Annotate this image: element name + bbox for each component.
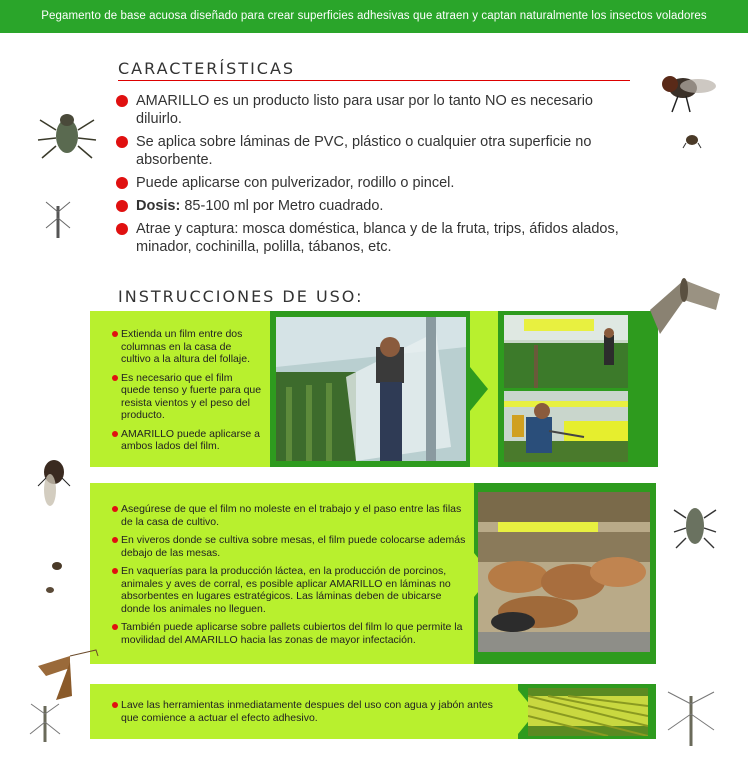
bullet-icon bbox=[112, 375, 118, 381]
instruction-item bbox=[112, 503, 470, 528]
instruction-item bbox=[112, 534, 470, 559]
sprayer-worker-photo bbox=[504, 391, 628, 462]
mosquito-icon bbox=[44, 198, 72, 242]
instruction-item bbox=[112, 699, 512, 724]
bullet-icon bbox=[116, 223, 128, 235]
instruction-text: Lave las herramientas inmediatamente despues del uso con agua y jabón antes que comience a actuar el efecto adhesivo. bbox=[121, 699, 493, 724]
bullet-icon bbox=[112, 624, 118, 630]
feature-item bbox=[116, 220, 636, 256]
feature-text: Se aplica sobre láminas de PVC, plástico o cualquier otra superficie no absorbente. bbox=[136, 134, 592, 168]
bullet-icon bbox=[112, 568, 118, 574]
fly-icon bbox=[648, 66, 718, 116]
feature-item bbox=[116, 133, 636, 169]
feature-text: Puede aplicarse con pulverizador, rodillo o pincel. bbox=[136, 175, 455, 191]
feature-text: Atrae y captura: mosca doméstica, blanca y de la fruta, trips, áfidos alados, minador, cochinilla, polilla, tábanos, etc. bbox=[136, 221, 619, 255]
bullet-icon bbox=[112, 431, 118, 437]
caracteristicas-title: CARACTERÍSTICAS bbox=[118, 59, 296, 78]
caracteristicas-rule bbox=[118, 80, 630, 81]
arrow-icon bbox=[470, 367, 488, 411]
fly-icon bbox=[42, 583, 58, 597]
mosquito-icon bbox=[664, 686, 718, 752]
yellow-trap-plants-photo bbox=[504, 315, 628, 388]
instrucciones-title: INSTRUCCIONES DE USO: bbox=[118, 287, 364, 306]
feature-item bbox=[116, 174, 636, 192]
fly-icon bbox=[682, 131, 702, 149]
panel-2-text bbox=[112, 503, 470, 652]
bullet-icon bbox=[112, 506, 118, 512]
bullet-icon bbox=[112, 702, 118, 708]
instruction-item bbox=[112, 621, 470, 646]
feature-item bbox=[116, 197, 636, 215]
bullet-icon bbox=[112, 537, 118, 543]
top-banner bbox=[0, 0, 748, 33]
caracteristicas-list bbox=[116, 92, 636, 261]
bullet-icon bbox=[116, 95, 128, 107]
feature-text: 85-100 ml por Metro cuadrado. bbox=[180, 198, 384, 214]
moth-icon bbox=[36, 642, 102, 702]
mosquito-icon bbox=[28, 700, 62, 746]
bullet-icon bbox=[116, 136, 128, 148]
instruction-item bbox=[112, 565, 470, 615]
instruction-item bbox=[112, 372, 262, 422]
instruction-text: También puede aplicarse sobre pallets cubiertos del film lo que permite la movilidad del AMARILLO hacia las zonas de mayor infectación. bbox=[121, 621, 463, 646]
greenhouse-film-photo bbox=[276, 317, 466, 461]
instruction-text: Asegúrese de que el film no moleste en el trabajo y el paso entre las filas de la casa de cultivo. bbox=[121, 503, 462, 528]
panel-1-text bbox=[112, 328, 262, 459]
fly-icon bbox=[48, 558, 66, 574]
panel-3-text bbox=[112, 699, 512, 730]
beetle-icon bbox=[36, 106, 98, 164]
fly-icon bbox=[36, 452, 72, 512]
instruction-item bbox=[112, 328, 262, 366]
moth-icon bbox=[646, 270, 722, 338]
feature-text: AMARILLO es un producto listo para usar por lo tanto NO es necesario diluirlo. bbox=[136, 93, 593, 127]
instruction-item bbox=[112, 428, 262, 453]
instruction-text: AMARILLO puede aplicarse a ambos lados del film. bbox=[121, 427, 260, 452]
dairy-cows-photo bbox=[478, 492, 650, 652]
bullet-icon bbox=[116, 177, 128, 189]
instruction-text: En vaquerías para la producción láctea, en la producción de porcinos, animales y aves de corral, es posible aplicar AMARILLO en láminas no absorbentes en lugares estratégicos. Las láminas deben de ubicarse donde los animales no lleguen. bbox=[121, 565, 451, 615]
instruction-text: Es necesario que el film quede tenso y fuerte para que resista vientos y el peso del producto. bbox=[121, 371, 262, 421]
feature-item bbox=[116, 92, 636, 128]
bullet-icon bbox=[112, 331, 118, 337]
beetle-icon bbox=[672, 498, 718, 554]
banner-text: Pegamento de base acuosa diseñado para crear superficies adhesivas que atraen y captan naturalmente los insectos voladores bbox=[41, 10, 707, 22]
yellow-net-photo bbox=[528, 688, 648, 736]
instruction-text: En viveros donde se cultiva sobre mesas, el film puede colocarse además debajo de las mesas. bbox=[121, 534, 466, 559]
bullet-icon bbox=[116, 200, 128, 212]
feature-bold: Dosis: bbox=[136, 198, 181, 214]
instruction-text: Extienda un film entre dos columnas en la casa de cultivo a la altura del follaje. bbox=[121, 328, 250, 365]
